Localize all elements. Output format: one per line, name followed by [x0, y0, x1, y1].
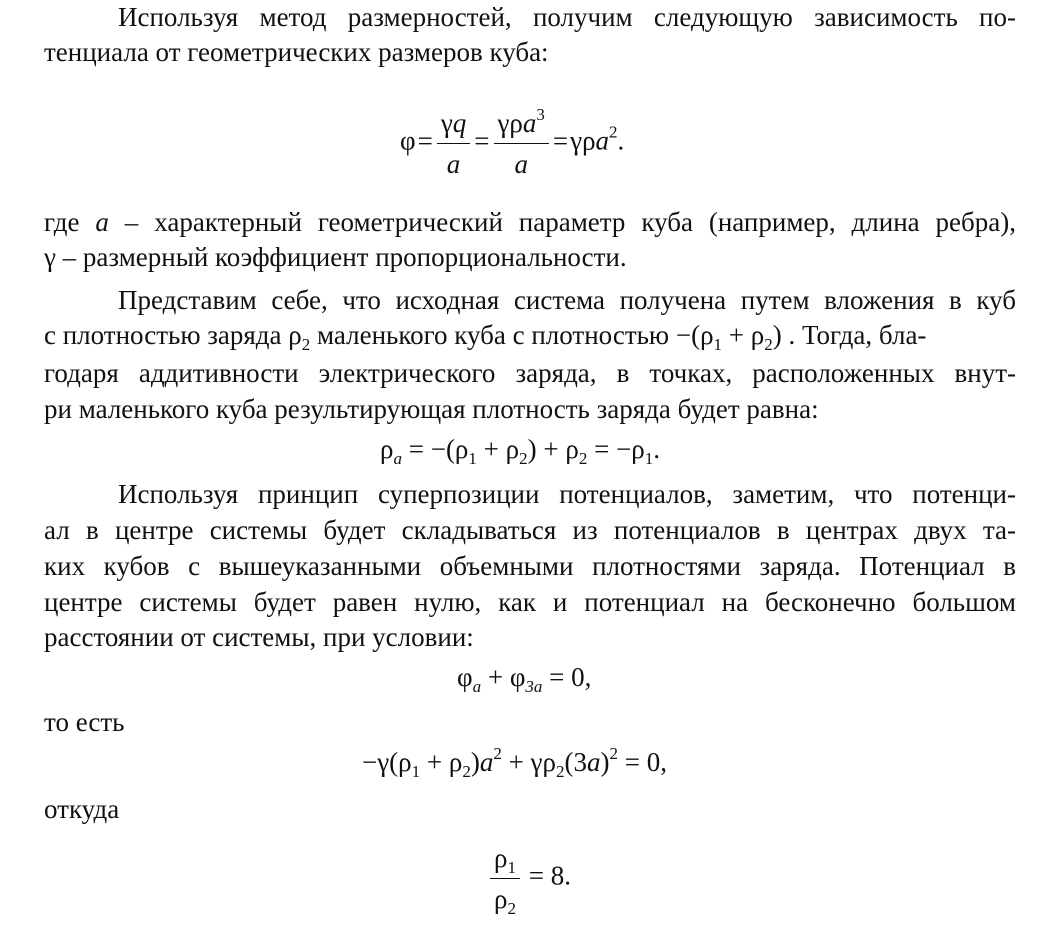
paragraph-1-line-1: Используя метод размерностей, получим следующую зависимость по-: [118, 2, 1016, 32]
eq2-part4: = −ρ: [587, 434, 645, 464]
equation-condition: [362, 745, 667, 779]
eq2-part1: = −(ρ: [401, 434, 469, 464]
eq2-part2: + ρ: [476, 434, 520, 464]
equation-density: [380, 432, 660, 466]
paragraph-2-line-1: [44, 205, 1016, 239]
eq1-frac1-den: a: [446, 149, 461, 179]
p2-start: где: [44, 207, 96, 237]
paragraph-4-line-2: ал в центре системы будет складываться из потенциалов в центрах двух та-: [44, 515, 1016, 545]
eq1-frac1-num-a: γ: [440, 108, 453, 138]
paragraph-1-line-2: тенциала от геометрических размеров куба:: [44, 37, 549, 67]
eq1-equals: =: [417, 125, 433, 156]
paragraph-4-line-4: центре системы будет равен нулю, как и потенциал на бесконечно большом: [44, 587, 1016, 617]
eq1-equals-2: =: [474, 125, 490, 156]
eq2-part3: ) + ρ: [527, 434, 579, 464]
eq3-end: = 0,: [542, 662, 592, 692]
equation-ratio: [488, 838, 571, 919]
eq4-p5: (3: [564, 747, 587, 777]
eq5-den: ρ: [494, 884, 508, 914]
eq4-s2: 2: [462, 762, 471, 781]
eq1-frac2-num-a: γρ: [497, 108, 523, 138]
eq1-fraction-2: [494, 103, 549, 184]
paragraph-3-line-3: годаря аддитивности электрического заряда, в точках, расположенных внут-: [44, 358, 1016, 388]
eq5-num-sub: 1: [507, 858, 516, 877]
eq4-p1: −γ(ρ: [362, 747, 412, 777]
eq5-rhs: = 8.: [521, 860, 571, 891]
eq4-s3: 2: [555, 762, 565, 781]
paragraph-2-line-2: γ – размерный коэффициент пропорциональности.: [44, 242, 627, 272]
p2-rest: – характерный геометрический параметр куба (например, длина ребра),: [108, 207, 1017, 237]
eq4-var-a2: a: [586, 747, 601, 777]
eq2-rho: ρ: [380, 434, 394, 464]
paragraph-3-line-2: [44, 318, 1016, 352]
eq1-lhs: φ: [400, 125, 416, 156]
p3-l2-sub2: 1: [713, 335, 723, 354]
text-to-est: то есть: [44, 707, 125, 737]
eq1-result-a: γρ: [570, 125, 596, 156]
eq1-frac2-num-b: a: [522, 108, 537, 138]
equation-potential: [400, 103, 624, 184]
eq2-sub3: 2: [578, 449, 588, 468]
eq1-fraction-1: [437, 103, 470, 184]
eq4-s1: 1: [411, 762, 421, 781]
p2-var-a: a: [95, 207, 109, 237]
text-otkuda: откуда: [44, 794, 120, 824]
eq3-plus: + φ: [481, 662, 526, 692]
eq1-result-b: a: [595, 125, 610, 156]
paragraph-3-line-4: ри маленького куба результирующая плотность заряда будет равна:: [44, 394, 819, 424]
p3-l2-sub: 2: [301, 335, 311, 354]
paragraph-4-line-1: Используя принцип суперпозиции потенциалов, заметим, что потенци-: [118, 479, 1016, 509]
eq1-result-sup: 2: [609, 122, 618, 142]
eq4-p6: ): [600, 747, 610, 777]
eq4-p4: + γρ: [501, 747, 556, 777]
eq1-frac1-num-b: q: [452, 108, 467, 138]
eq3-sub2: 3a: [525, 677, 543, 696]
p3-l2-end: ) . Тогда, бла-: [772, 320, 927, 350]
equation-potential-sum: [457, 660, 591, 694]
eq2-sub1: 1: [468, 449, 477, 468]
eq2-end: .: [653, 434, 660, 464]
eq4-var-a: a: [479, 747, 494, 777]
eq4-p3: ): [470, 747, 480, 777]
p3-l2-start: с плотностью заряда ρ: [44, 320, 302, 350]
eq4-sup2: 2: [609, 744, 618, 763]
paragraph-4-line-5: расстоянии от системы, при условии:: [44, 622, 474, 652]
eq2-sub4: 1: [644, 449, 654, 468]
p3-l2-plus: + ρ: [722, 320, 765, 350]
eq2-sub-a: a: [393, 449, 402, 468]
eq3-phi1: φ: [457, 662, 473, 692]
p3-l2-sub3: 2: [764, 335, 773, 354]
eq5-den-sub: 2: [507, 899, 516, 918]
p3-l2-mid: маленького куба с плотностью −(ρ: [310, 320, 714, 350]
eq4-p2: + ρ: [420, 747, 463, 777]
eq3-sub1: a: [472, 677, 482, 696]
eq1-equals-3: =: [552, 125, 569, 156]
eq5-num: ρ: [494, 843, 508, 873]
eq1-frac2-den: a: [514, 149, 528, 179]
eq1-frac2-sup: 3: [536, 105, 545, 124]
eq5-fraction: [490, 838, 520, 919]
paragraph-4-line-3: ких кубов с вышеуказанными объемными плотностями заряда. Потенциал в: [44, 551, 1016, 581]
eq1-end: .: [617, 125, 625, 156]
paragraph-3-line-1: Представим себе, что исходная система получена путем вложения в куб: [118, 285, 1016, 315]
eq4-sup1: 2: [493, 744, 502, 763]
eq2-sub2: 2: [519, 449, 528, 468]
eq4-p7: = 0,: [617, 747, 667, 777]
